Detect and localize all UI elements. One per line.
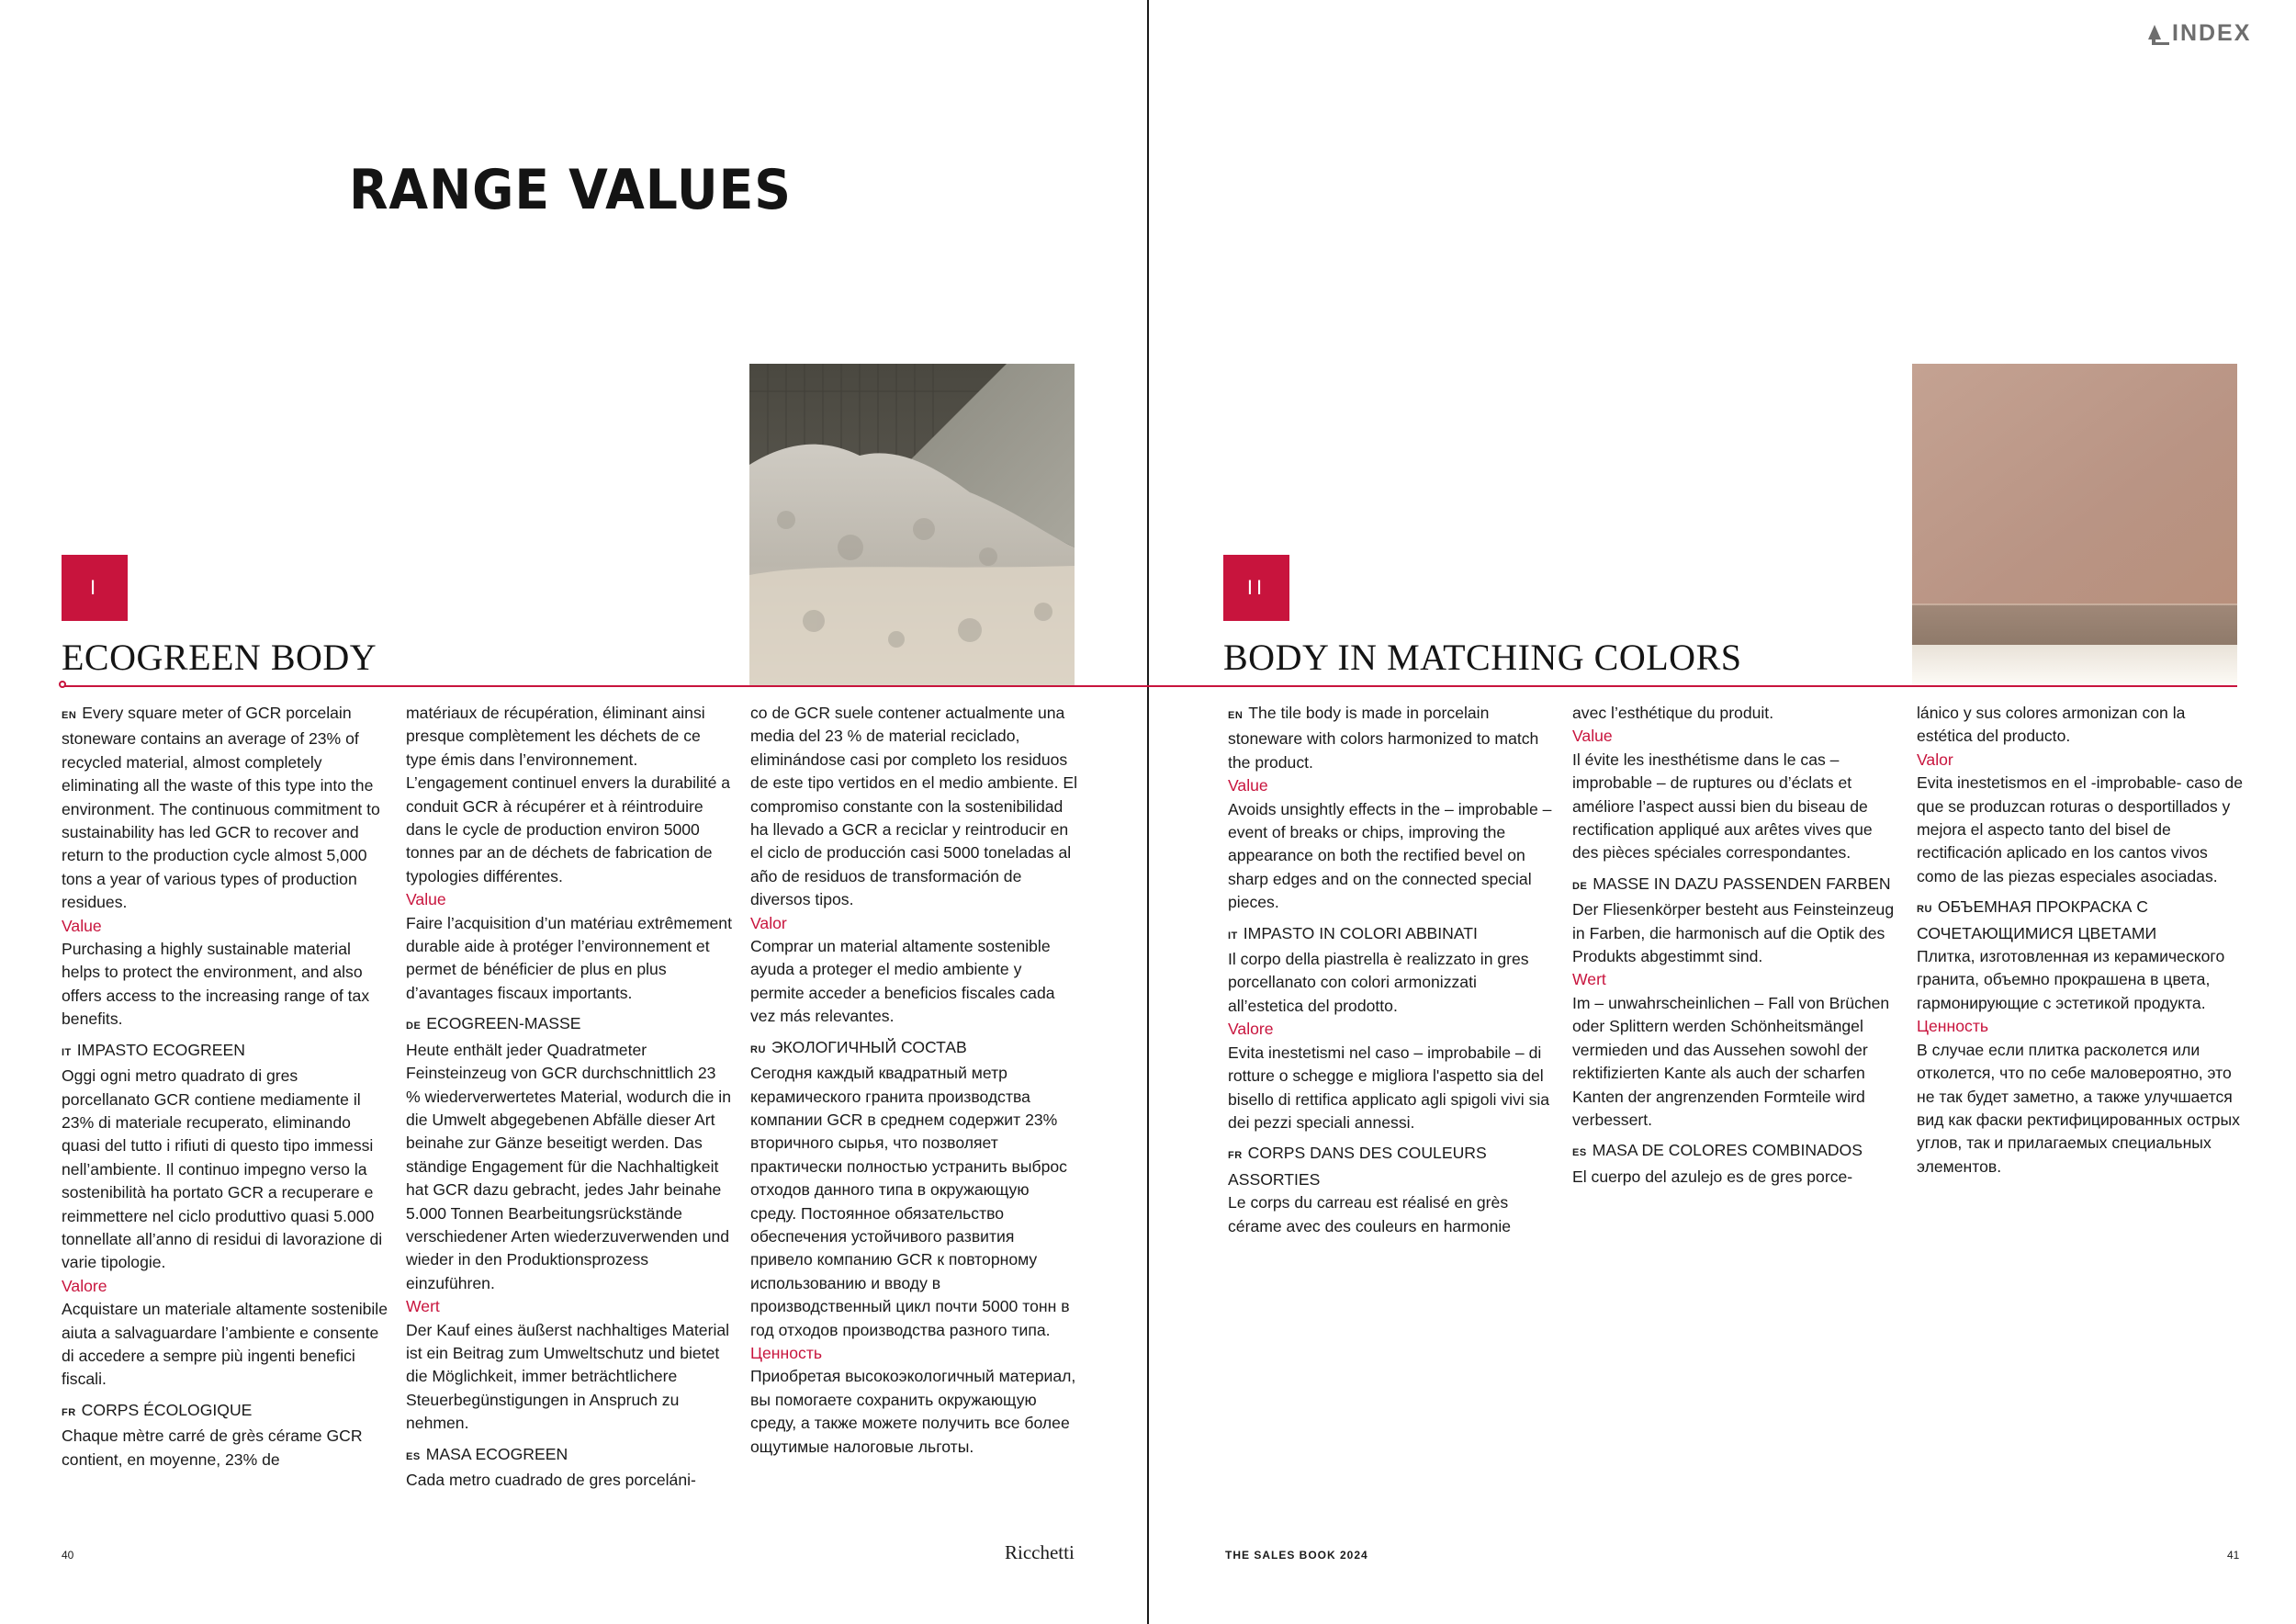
paragraph-gap [62, 1392, 388, 1399]
value-label: Value [62, 916, 102, 935]
paragraph-text: Der Fliesenkörper besteht aus Feinsteinzeug in Farben, die harmonisch auf die Optik des Produkts abgestimmt sind. [1572, 900, 1895, 966]
heading-text: MASA ECOGREEN [425, 1444, 568, 1463]
paragraph-gap [406, 1005, 733, 1012]
body-paragraph [1917, 772, 2244, 888]
paragraph-text: The tile body is made in porcelain stoneware with colors harmonized to match the product. [1228, 704, 1539, 772]
heading-text: CORPS DANS DES COULEURS ASSORTIES [1228, 1144, 1487, 1189]
text-column [62, 702, 388, 1472]
body-paragraph [1572, 749, 1899, 865]
value-label: Wert [406, 1297, 440, 1316]
paragraph-gap [62, 1032, 388, 1039]
language-heading [1572, 1139, 1899, 1165]
recycled-powder-photo [749, 364, 1075, 685]
heading-text: ECOGREEN-MASSE [426, 1014, 581, 1033]
body-paragraph [1572, 702, 1899, 725]
language-heading [1917, 896, 2244, 945]
paragraph-text: Il corpo della piastrella è realizzato in gres porcellanato con colori armonizzati all’estetica del prodotto. [1228, 950, 1529, 1015]
language-code: ES [406, 1450, 421, 1462]
text-column [1572, 702, 1899, 1189]
body-paragraph [62, 1065, 388, 1275]
section-title: ECOGREEN BODY [62, 637, 377, 678]
paragraph-gap [1572, 1132, 1899, 1139]
value-label: Valore [62, 1276, 107, 1295]
section-divider-rule [1075, 685, 2237, 687]
language-code: RU [1917, 904, 1932, 916]
page-gutter [1147, 0, 1149, 1624]
value-label: Wert [1572, 970, 1606, 989]
section-number-badge: II [1223, 555, 1289, 621]
text-column [750, 702, 1077, 1459]
body-paragraph [406, 1319, 733, 1436]
body-paragraph [1228, 948, 1555, 1018]
paragraph-text: Purchasing a highly sustainable material helps to protect the environment, and also offers access to the increasing range of tax benefits. [62, 940, 370, 1029]
paragraph-text: Oggi ogni metro quadrato di gres porcellanato GCR contiene mediamente il 23% di materiale recuperato, eliminando quasi del tutto i rifiuti di questo tipo immessi nell’ambiente. Il continuo impegno verso la sostenibilità ha portato GCR a recuperare e reimmettere nel ciclo produttivo quasi 5.000 tonnellate all’anno di residui di lavorazione di varie tipologie. [62, 1066, 383, 1272]
language-code: ES [1572, 1147, 1587, 1159]
publication-title: THE SALES BOOK 2024 [1225, 1549, 1368, 1562]
language-heading [750, 1036, 1077, 1062]
heading-text: IMPASTO ECOGREEN [76, 1040, 245, 1059]
paragraph-text: Avoids unsightly effects in the – improbable – event of breaks or chips, improving the appearance on both the rectified bevel on sharp edges and on the connected special pieces. [1228, 799, 1552, 912]
up-arrow-icon [2147, 25, 2171, 47]
value-label: Ценность [750, 1343, 823, 1362]
value-label: Value [1572, 727, 1613, 746]
paragraph-gap [1572, 865, 1899, 873]
paragraph-text: Acquistare un materiale altamente sostenibile aiuta a salvaguardare l’ambiente e consente di accedere a sempre più ingenti benefici fiscali. [62, 1300, 388, 1389]
value-label: Value [1228, 776, 1268, 795]
paragraph-text: Der Kauf eines äußerst nachhaltiges Material ist ein Beitrag zum Umweltschutz und bietet die Möglichkeit, immer beträchtlichere Steuerbegünstigungen in Anspruch zu nehmen. [406, 1320, 730, 1433]
value-label: Valor [1917, 750, 1953, 769]
language-heading [406, 1443, 733, 1469]
body-paragraph [1228, 702, 1555, 774]
body-paragraph [62, 1298, 388, 1392]
paragraph-gap [1228, 915, 1555, 922]
paragraph-gap [406, 1436, 733, 1443]
paragraph-text: co de GCR suele contener actualmente una media del 23 % de material reciclado, eliminándose casi por completo los residuos de este tipo vertidos en el medio ambiente. El compromiso constante con la sostenibilidad ha llevado a GCR a reciclar y reintroducir en el ciclo de producción casi 5000 toneladas al año de residuos de transformación de diversos tipos. [750, 704, 1077, 909]
body-paragraph [750, 702, 1077, 912]
language-code: FR [1228, 1150, 1243, 1162]
paragraph-text: В случае если плитка расколется или отколется, что по себе маловероятно, это не так будет заметно, а также улучшается вид как фаски ректифицированных острых углов, так и прилагаемых специальных элементов. [1917, 1040, 2240, 1176]
language-code: IT [1228, 930, 1238, 942]
index-label: INDEX [2172, 20, 2252, 46]
text-column [1228, 702, 1555, 1238]
page-number-left: 40 [62, 1549, 74, 1562]
value-label: Value [406, 890, 446, 909]
language-heading [1228, 1142, 1555, 1191]
language-heading [1228, 922, 1555, 948]
tile-edge-photo [1912, 364, 2237, 685]
body-paragraph [750, 935, 1077, 1029]
value-label: Valor [750, 913, 787, 932]
body-paragraph [406, 912, 733, 1006]
language-code: EN [1228, 710, 1244, 721]
language-code: EN [62, 710, 77, 721]
paragraph-text: Le corps du carreau est réalisé en grès cérame avec des couleurs en harmonie [1228, 1193, 1512, 1235]
body-paragraph [1572, 898, 1899, 968]
paragraph-text: Comprar un material altamente sostenible ayuda a proteger el medio ambiente y permite acceder a beneficios fiscales cada vez más relevantes. [750, 937, 1055, 1026]
body-paragraph [406, 1469, 733, 1492]
language-heading [62, 1399, 388, 1425]
heading-text: CORPS ÉCOLOGIQUE [81, 1400, 253, 1419]
paragraph-text: Плитка, изготовленная из керамического гранита, объемно прокрашена в цвета, гармонирующие с эстетикой продукта. [1917, 947, 2225, 1012]
paragraph-text: avec l’esthétique du produit. [1572, 704, 1774, 722]
section-number-badge: I [62, 555, 128, 621]
body-paragraph [62, 938, 388, 1032]
body-paragraph [1917, 702, 2244, 749]
paragraph-gap [1917, 888, 2244, 896]
body-paragraph [750, 1365, 1077, 1459]
heading-text: IMPASTO IN COLORI ABBINATI [1243, 923, 1478, 942]
paragraph-text: Faire l’acquisition d’un matériau extrêmement durable aide à protéger l’environnement et permet de bénéficier de plus en plus d’avantages fiscaux importants. [406, 913, 732, 1002]
paragraph-text: Сегодня каждый квадратный метр керамического гранита производства компании GCR в среднем содержит 23% вторичного сырья, что позволяет практически полностью устранить выброс отходов данного типа в окружающую среду. Постоянное обязательство обеспечения устойчивого развития привело компанию GCR к повторному использованию и вводу в производственный цикл почти 5000 тонн в год отходов производства разного типа. [750, 1064, 1070, 1339]
paragraph-text: Evita inestetismi nel caso – improbabile – di rotture o schegge e migliora l'aspetto sia del bisello di rettifica applicato agli spigoli vivi sia dei pezzi speciali annessi. [1228, 1043, 1550, 1132]
paragraph-text: Cada metro cuadrado de gres porceláni- [406, 1471, 696, 1489]
paragraph-text: El cuerpo del azulejo es de gres porce- [1572, 1167, 1853, 1186]
value-label: Valore [1228, 1020, 1274, 1039]
language-heading [62, 1039, 388, 1065]
language-code: IT [62, 1046, 72, 1058]
body-paragraph [406, 702, 733, 888]
language-code: DE [406, 1021, 422, 1032]
body-paragraph [406, 1039, 733, 1295]
language-code: DE [1572, 880, 1588, 892]
section-title: BODY IN MATCHING COLORS [1223, 637, 1742, 678]
paragraph-text: Every square meter of GCR porcelain stoneware contains an average of 23% of recycled material, almost completely eliminating all the waste of this type into the environment. The continuous commitment to sustainability has led GCR to recover and return to the production cycle almost 5,000 tons a year of various types of production residues. [62, 704, 380, 912]
brand-logo: Ricchetti [1005, 1541, 1075, 1563]
heading-text: MASSE IN DAZU PASSENDEN FARBEN [1593, 874, 1891, 893]
page-title: RANGE VALUES [349, 158, 792, 222]
heading-text: ОБЪЕМНАЯ ПРОКРАСКА С СОЧЕТАЮЩИМИСЯ ЦВЕТАМИ [1917, 897, 2157, 942]
paragraph-gap [1228, 1134, 1555, 1142]
paragraph-text: Evita inestetismos en el -improbable- caso de que se produzcan roturas o desportillados y mejora el aspecto tanto del bisel de rectificación aplicado en los cantos vivos como de las piezas especiales asociadas. [1917, 773, 2243, 885]
paragraph-text: Chaque mètre carré de grès cérame GCR contient, en moyenne, 23% de [62, 1427, 363, 1469]
language-heading [1572, 873, 1899, 898]
heading-text: MASA DE COLORES COMBINADOS [1592, 1141, 1863, 1160]
language-code: FR [62, 1406, 76, 1418]
body-paragraph [1572, 992, 1899, 1132]
paragraph-text: Im – unwahrscheinlichen – Fall von Brüchen oder Splittern werden Schönheitsmängel vermieden und das Aussehen sowohl der rektifizierten Kante als auch der scharfen Kanten der angrenzenden Formteile wird verbessert. [1572, 993, 1890, 1129]
paragraph-text: matériaux de récupération, éliminant ainsi presque complètement les déchets de ce type émis dans l’environnement. L’engagement continuel envers la durabilité a conduit GCR à récupérer et à réintroduire dans le cycle de production environ 5000 tonnes par an de déchets de fabrication de typologies différentes. [406, 704, 731, 885]
body-paragraph [1572, 1166, 1899, 1189]
body-paragraph [1228, 798, 1555, 915]
paragraph-text: Il évite les inesthétisme dans le cas – improbable – de ruptures ou d’éclats et améliore l’aspect aussi bien du biseau de rectification appliqué aux arêtes vives que des pièces spéciales correspondantes. [1572, 750, 1873, 863]
body-paragraph [1917, 945, 2244, 1015]
text-column [1917, 702, 2244, 1179]
text-column [406, 702, 733, 1492]
heading-text: ЭКОЛОГИЧНЫЙ СОСТАВ [771, 1037, 967, 1056]
language-code: RU [750, 1043, 766, 1055]
language-heading [406, 1012, 733, 1038]
body-paragraph [1228, 1042, 1555, 1135]
body-paragraph [1917, 1039, 2244, 1179]
body-paragraph [62, 702, 388, 915]
value-label: Ценность [1917, 1017, 1989, 1036]
page-number-right: 41 [2227, 1549, 2240, 1562]
paragraph-text: Приобретая высокоэкологичный материал, вы помогаете сохранить окружающую среду, а также можете получить все более ощутимые налоговые льготы. [750, 1367, 1076, 1456]
body-paragraph [750, 1062, 1077, 1342]
paragraph-gap [750, 1029, 1077, 1036]
body-paragraph [1228, 1191, 1555, 1238]
paragraph-text: Heute enthält jeder Quadratmeter Feinsteinzeug von GCR durchschnittlich 23 % wiederverwertetes Material, wodurch die in die Umwelt abgegebenen Abfälle dieser Art beinahe zur Gänze beseitigt werden. Das ständige Engagement für die Nachhaltigkeit hat GCR dazu gebracht, jedes Jahr beinahe 5.000 Tonnen Bearbeitungsrückstände verschiedener Arten wiederzuverwenden und wieder in den Produktionsprozess einzuführen. [406, 1040, 731, 1292]
body-paragraph [62, 1425, 388, 1472]
index-link[interactable] [2147, 20, 2251, 47]
section-divider-rule [64, 685, 1075, 687]
paragraph-text: lánico y sus colores armonizan con la estética del producto. [1917, 704, 2186, 746]
